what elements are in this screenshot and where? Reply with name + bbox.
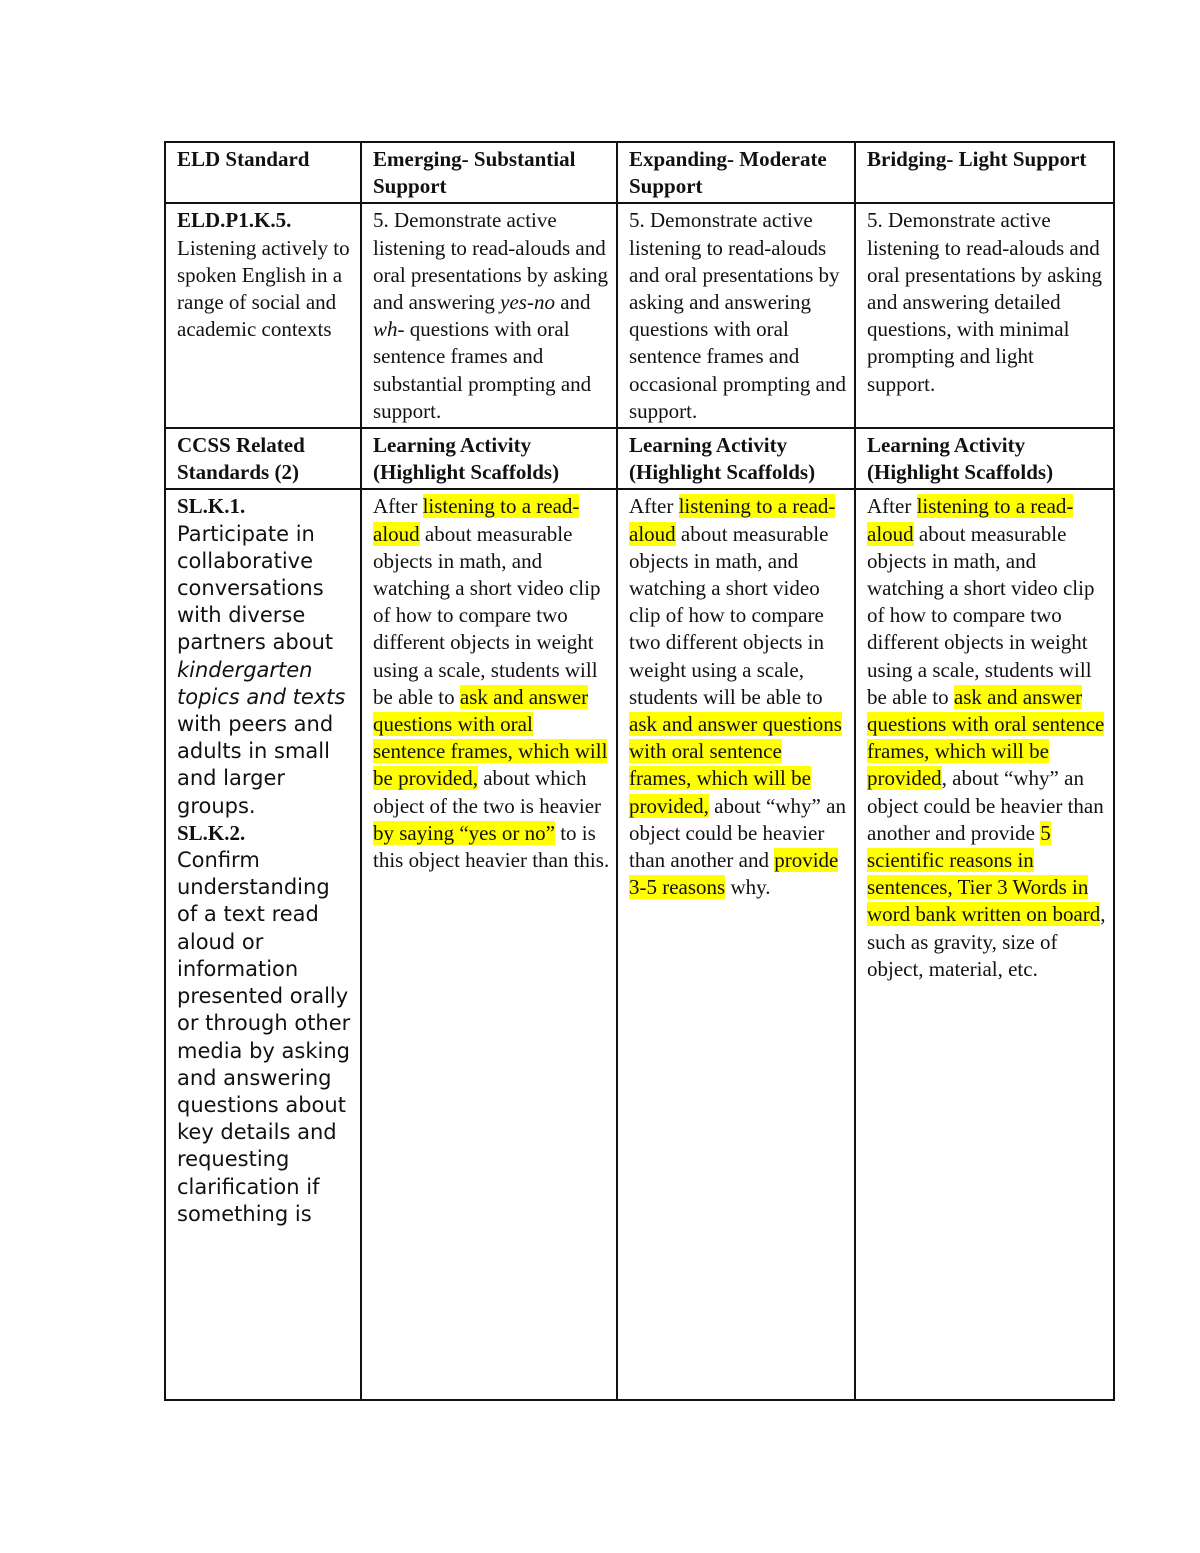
header-row (165, 142, 1114, 203)
sl-k1-text-end: with peers and adults in small and larger groups. (177, 712, 334, 818)
bridging-standard-cell: 5. Demonstrate active listening to read-alouds and oral presentations by asking and answering detailed questions, with minimal prompting and light support. (855, 203, 1114, 428)
scaffold-highlight: ask and answer questions with oral sentence frames, which will be provided, (373, 684, 608, 791)
emerging-and: and (554, 290, 591, 315)
activity-emerging-cell (361, 489, 617, 1400)
sl-k2-code: SL.K.2. (177, 820, 246, 845)
ccss-cell (165, 489, 361, 1400)
scaffold-highlight: listening to a read-aloud (867, 494, 1074, 546)
scaffold-highlight: provide 3-5 reasons (629, 848, 839, 900)
header-bridging: Bridging- Light Support (855, 142, 1114, 203)
activity-row (165, 489, 1114, 1400)
eld-standard-row (165, 203, 1114, 428)
scaffold-highlight: listening to a read-aloud (373, 494, 580, 546)
activity-text: about measurable objects in math, and watching a short video clip of how to compare two different objects in weight using a scale, students will be able to (373, 521, 601, 709)
header-emerging: Emerging- Substantial Support (361, 142, 617, 203)
activity-text: about which object of the two is heavier (373, 766, 602, 818)
emerging-standard-text-end: questions with oral sentence frames and substantial prompting and support. (373, 317, 592, 423)
activity-expanding-cell (617, 489, 855, 1400)
emerging-standard-cell (361, 203, 617, 428)
activity-text: to is this object heavier than this. (373, 820, 610, 873)
eld-standard-code: ELD.P1.K.5. (177, 208, 292, 233)
eld-standard-cell (165, 203, 361, 428)
activity-text: about “why” an object could be heavier than another and (629, 793, 846, 873)
activity-text: After (629, 494, 679, 519)
header-ccss: CCSS Related Standards (2) (165, 428, 361, 489)
scaffold-highlight: ask and answer questions with oral sentence frames, which will be provided, (629, 712, 842, 818)
emerging-yes-no: yes-no (500, 290, 555, 315)
activity-text: , such as gravity, size of object, material, etc. (867, 902, 1106, 981)
scaffold-highlight: 5 scientific reasons in sentences, Tier 3 Words in word bank written on board (867, 820, 1101, 927)
eld-standard-description: Listening actively to spoken English in a range of social and academic contexts (177, 235, 350, 342)
scaffold-highlight: listening to a read-aloud (629, 494, 836, 546)
activity-text: why. (725, 875, 771, 900)
activity-text: , about “why” an object could be heavier than another and provide (867, 766, 1104, 845)
emerging-wh: wh- (373, 317, 405, 342)
sl-k2-text: Confirm understanding of a text read aloud or information presented orally or through other media by asking and answering questions about key details and requesting clarification if something is (177, 848, 351, 1226)
header-expanding: Expanding- Moderate Support (617, 142, 855, 203)
sl-k1-text: Participate in collaborative conversations with diverse partners about (177, 521, 334, 655)
header-eld-standard: ELD Standard (165, 142, 361, 203)
activity-text: about measurable objects in math, and watching a short video clip of how to compare two different objects in weight using a scale, students will be able to (867, 521, 1095, 709)
header-activity-emerging: Learning Activity (Highlight Scaffolds) (361, 428, 617, 489)
emerging-standard-text: 5. Demonstrate active listening to read-alouds and oral presentations by asking and answering (373, 208, 609, 315)
scaffold-highlight: ask and answer questions with oral sentence frames, which will be provided (867, 684, 1105, 791)
activity-text: After (867, 494, 917, 519)
sl-k1-italic: kindergarten topics and texts (177, 657, 346, 709)
sl-k1-code: SL.K.1. (177, 494, 246, 519)
header-row-2 (165, 428, 1114, 489)
eld-standards-table (164, 141, 1115, 1401)
activity-text: about measurable objects in math, and watching a short video clip of how to compare two different objects in weight using a scale, students will be able to (629, 521, 829, 709)
activity-text: After (373, 494, 423, 519)
expanding-standard-cell: 5. Demonstrate active listening to read-alouds and oral presentations by asking and answering questions with oral sentence frames and occasional prompting and support. (617, 203, 855, 428)
activity-bridging-cell (855, 489, 1114, 1400)
header-activity-bridging: Learning Activity (Highlight Scaffolds) (855, 428, 1114, 489)
scaffold-highlight: by saying “yes or no” (373, 820, 555, 845)
header-activity-expanding: Learning Activity (Highlight Scaffolds) (617, 428, 855, 489)
